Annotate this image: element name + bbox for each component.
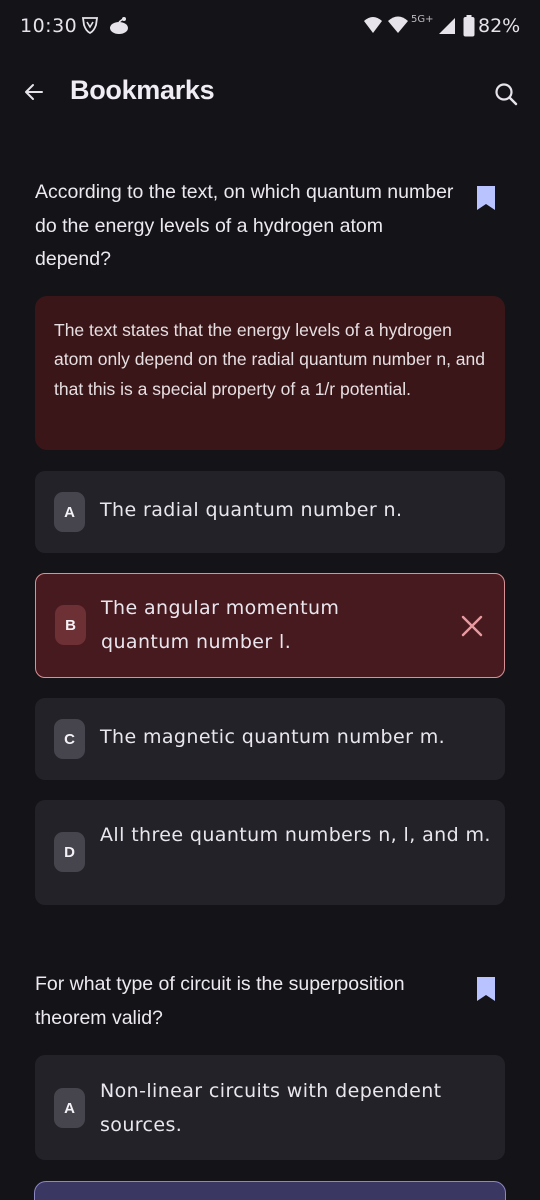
incorrect-x-icon (459, 613, 485, 639)
option-a[interactable] (35, 471, 505, 553)
option-letter: C (54, 719, 85, 759)
option-letter: D (54, 832, 85, 872)
question-card (35, 968, 505, 1168)
bookmark-button[interactable] (476, 976, 496, 1002)
option-text: The magnetic quantum number m. (100, 726, 446, 748)
option-a[interactable] (35, 1055, 505, 1160)
option-text: The angular momentum quantum number l. (101, 597, 340, 653)
wifi-call-icon (362, 15, 384, 39)
arrow-back-icon (22, 80, 46, 104)
search-icon (492, 80, 520, 108)
bookmark-filled-icon (476, 976, 496, 1002)
bookmark-button[interactable] (476, 185, 496, 211)
option-letter: A (54, 492, 85, 532)
search-button[interactable] (488, 76, 524, 112)
option-text: All three quantum numbers n, l, and m. (100, 824, 491, 846)
option-b[interactable] (35, 573, 505, 678)
vpn-shield-icon (80, 15, 100, 39)
wifi-icon (387, 15, 409, 39)
notification-app-icon (108, 15, 130, 39)
answer-explanation: The text states that the energy levels of a hydrogen atom only depend on the radial quantum number n, and that this is a special property of a 1/r potential. (35, 296, 505, 450)
question-card (35, 176, 505, 916)
option-letter: B (55, 605, 86, 645)
battery-icon (463, 15, 475, 41)
network-type: 5G+ (411, 14, 434, 25)
bookmark-filled-icon (476, 185, 496, 211)
option-c[interactable] (35, 698, 505, 780)
page-title: Bookmarks (70, 75, 215, 105)
next-question-card-peek[interactable] (34, 1181, 506, 1200)
option-text: The radial quantum number n. (100, 499, 403, 521)
back-button[interactable] (18, 76, 50, 108)
status-time: 10:30 (20, 15, 78, 37)
battery-percent: 82% (478, 15, 521, 37)
option-letter: A (54, 1088, 85, 1128)
option-d[interactable] (35, 800, 505, 905)
signal-icon (437, 15, 457, 39)
question-text: According to the text, on which quantum number do the energy levels of a hydrogen atom depend? (35, 181, 454, 270)
app-bar (0, 60, 540, 124)
option-text: Non-linear circuits with dependent sources. (100, 1080, 442, 1136)
status-bar (0, 0, 540, 56)
question-text: For what type of circuit is the superposition theorem valid? (35, 973, 405, 1029)
